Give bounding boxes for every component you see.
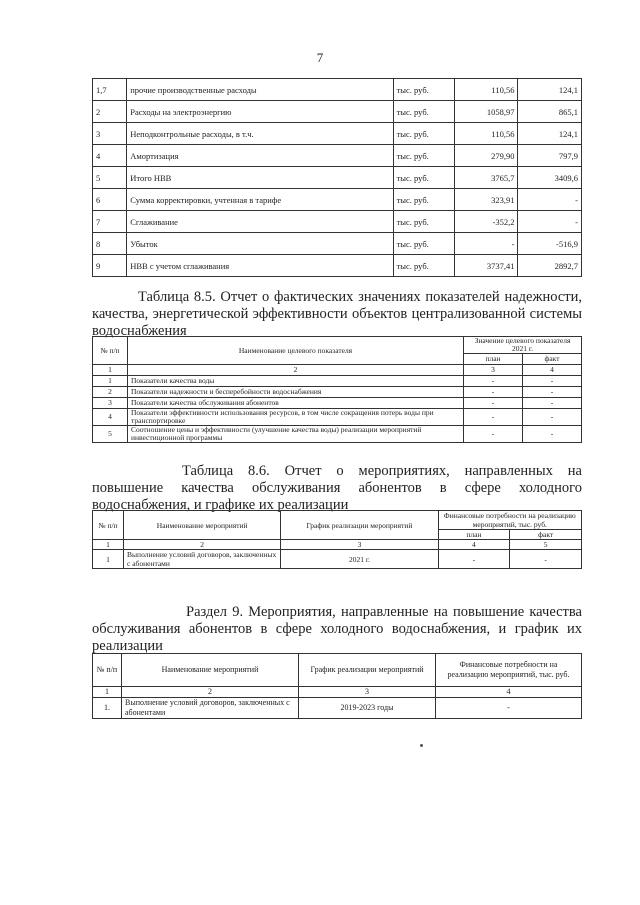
row-unit: тыс. руб. <box>393 145 454 167</box>
header-finance: Финансовые потребности на реализацию мероприятий, тыс. руб. <box>436 654 582 687</box>
scan-speck <box>420 744 423 747</box>
row-value-1: 323,91 <box>454 189 518 211</box>
table-row <box>93 211 582 233</box>
row-value-1: 110,56 <box>454 79 518 101</box>
row-value-1: 110,56 <box>454 123 518 145</box>
row-value-2: 124,1 <box>518 123 582 145</box>
row-num: 6 <box>93 189 127 211</box>
row-value-2: 797,9 <box>518 145 582 167</box>
row-unit: тыс. руб. <box>393 189 454 211</box>
row-name: Сумма корректировки, учтенная в тарифе <box>127 189 393 211</box>
row-fact: - <box>523 398 582 409</box>
header-value: Значение целевого показателя 2021 г. <box>464 337 582 354</box>
row-num: 3 <box>93 398 128 409</box>
index-row <box>93 687 582 698</box>
table-row <box>93 101 582 123</box>
row-num: 8 <box>93 233 127 255</box>
row-name: Сглаживание <box>127 211 393 233</box>
row-num: 9 <box>93 255 127 277</box>
table-row <box>93 79 582 101</box>
row-plan: - <box>464 409 523 426</box>
row-value-2: 124,1 <box>518 79 582 101</box>
row-num: 3 <box>93 123 127 145</box>
row-plan: - <box>464 426 523 443</box>
row-value-1: - <box>454 233 518 255</box>
row-schedule: 2019-2023 годы <box>299 698 436 719</box>
index-cell: 2 <box>128 365 464 376</box>
table-8-6-heading: Таблица 8.6. Отчет о мероприятиях, направленных на повышение качества обслуживания абонентов в сфере холодного водоснабжения, и графике их реализации <box>92 463 582 513</box>
header-num: № п/п <box>93 337 128 365</box>
row-name: Выполнение условий договоров, заключенных с абонентами <box>124 550 281 569</box>
row-plan: - <box>464 376 523 387</box>
row-value-1: 279,90 <box>454 145 518 167</box>
index-cell: 1 <box>93 365 128 376</box>
row-name: Соотношение цены и эффективности (улучшение качества воды) реализации мероприятий инвестиционной программы <box>128 426 464 443</box>
header-name: Наименование мероприятий <box>122 654 299 687</box>
index-cell: 4 <box>438 540 510 550</box>
row-num: 7 <box>93 211 127 233</box>
row-unit: тыс. руб. <box>393 211 454 233</box>
row-num: 4 <box>93 409 128 426</box>
row-value-2: 865,1 <box>518 101 582 123</box>
row-fact: - <box>510 550 582 569</box>
row-name: Неподконтрольные расходы, в т.ч. <box>127 123 393 145</box>
row-fact: - <box>523 409 582 426</box>
table-row <box>93 189 582 211</box>
table-row <box>93 233 582 255</box>
row-plan: - <box>464 387 523 398</box>
table-8-5-heading: Таблица 8.5. Отчет о фактических значениях показателей надежности, качества, энергетической эффективности объектов централизованной системы водоснабжения <box>92 289 582 339</box>
table-8-6 <box>92 510 582 569</box>
table-9 <box>92 653 582 719</box>
row-fact: - <box>523 426 582 443</box>
row-value-2: 2892,7 <box>518 255 582 277</box>
table-row <box>93 376 582 387</box>
row-name: Выполнение условий договоров, заключенных с абонентами <box>122 698 299 719</box>
row-value-1: -352,2 <box>454 211 518 233</box>
table-row <box>93 255 582 277</box>
row-value-1: 1058,97 <box>454 101 518 123</box>
row-unit: тыс. руб. <box>393 123 454 145</box>
index-cell: 5 <box>510 540 582 550</box>
table-row <box>93 398 582 409</box>
row-num: 1 <box>93 550 124 569</box>
costs-table <box>92 78 582 277</box>
header-schedule: График реализации мероприятий <box>299 654 436 687</box>
index-row <box>93 540 582 550</box>
row-unit: тыс. руб. <box>393 101 454 123</box>
table-row <box>93 123 582 145</box>
row-name: Амортизация <box>127 145 393 167</box>
table-8-5 <box>92 336 582 443</box>
header-name: Наименование целевого показателя <box>128 337 464 365</box>
row-value-1: 3737,41 <box>454 255 518 277</box>
row-name: Показатели эффективности использования ресурсов, в том числе сокращения потерь воды при транспортировке <box>128 409 464 426</box>
row-value-2: - <box>518 211 582 233</box>
index-cell: 4 <box>436 687 582 698</box>
row-name: Убыток <box>127 233 393 255</box>
index-cell: 2 <box>124 540 281 550</box>
table-row <box>93 698 582 719</box>
index-cell: 3 <box>464 365 523 376</box>
index-cell: 4 <box>523 365 582 376</box>
header-fact: факт <box>510 530 582 540</box>
row-num: 1,7 <box>93 79 127 101</box>
header-fact: факт <box>523 354 582 365</box>
row-num: 5 <box>93 426 128 443</box>
table-row <box>93 167 582 189</box>
row-name: Итого НВВ <box>127 167 393 189</box>
row-name: НВВ с учетом сглаживания <box>127 255 393 277</box>
row-name: Показатели качества воды <box>128 376 464 387</box>
row-fact: - <box>523 387 582 398</box>
header-plan: план <box>464 354 523 365</box>
row-num: 1. <box>93 698 122 719</box>
row-unit: тыс. руб. <box>393 79 454 101</box>
header-finance: Финансовые потребности на реализацию мероприятий, тыс. руб. <box>438 511 581 530</box>
row-num: 4 <box>93 145 127 167</box>
row-fact: - <box>523 376 582 387</box>
row-value-2: -516,9 <box>518 233 582 255</box>
index-cell: 1 <box>93 687 122 698</box>
row-name: Расходы на электроэнергию <box>127 101 393 123</box>
row-name: прочие производственные расходы <box>127 79 393 101</box>
table-row <box>93 387 582 398</box>
header-name: Наименование мероприятий <box>124 511 281 540</box>
row-num: 2 <box>93 387 128 398</box>
section-9-heading: Раздел 9. Мероприятия, направленные на повышение качества обслуживания абонентов в сфере холодного водоснабжения, и график их реализации <box>92 604 582 654</box>
header-num: № п/п <box>93 511 124 540</box>
row-value-1: 3765,7 <box>454 167 518 189</box>
row-unit: тыс. руб. <box>393 255 454 277</box>
row-value-2: - <box>518 189 582 211</box>
table-row <box>93 145 582 167</box>
table-row <box>93 409 582 426</box>
row-value-2: 3409,6 <box>518 167 582 189</box>
row-schedule: 2021 г. <box>281 550 438 569</box>
row-plan: - <box>438 550 510 569</box>
index-cell: 3 <box>281 540 438 550</box>
row-unit: тыс. руб. <box>393 167 454 189</box>
row-unit: тыс. руб. <box>393 233 454 255</box>
header-schedule: График реализации мероприятий <box>281 511 438 540</box>
row-name: Показатели качества обслуживания абонентов <box>128 398 464 409</box>
index-cell: 3 <box>299 687 436 698</box>
row-finance: - <box>436 698 582 719</box>
row-num: 2 <box>93 101 127 123</box>
index-cell: 2 <box>122 687 299 698</box>
row-plan: - <box>464 398 523 409</box>
page-number: 7 <box>316 50 324 65</box>
table-row <box>93 426 582 443</box>
header-plan: план <box>438 530 510 540</box>
row-num: 5 <box>93 167 127 189</box>
row-name: Показатели надежности и бесперебойности водоснабжения <box>128 387 464 398</box>
table-row <box>93 550 582 569</box>
index-row <box>93 365 582 376</box>
index-cell: 1 <box>93 540 124 550</box>
header-num: № п/п <box>93 654 122 687</box>
row-num: 1 <box>93 376 128 387</box>
